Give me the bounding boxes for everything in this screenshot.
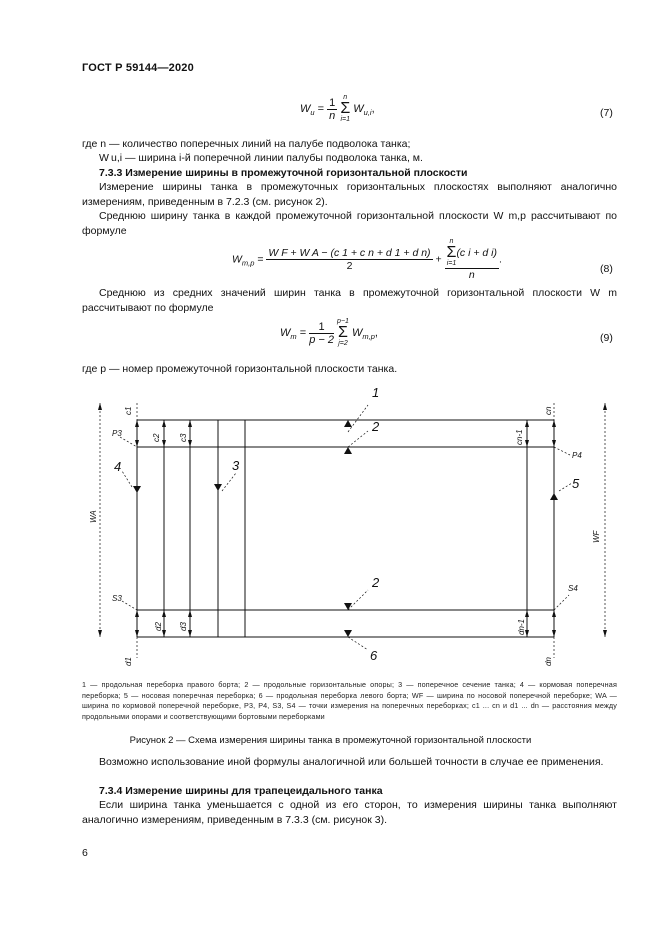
figure-caption: Рисунок 2 — Схема измерения ширины танка в промежуточной горизонтальной плоскости xyxy=(129,735,532,746)
eq7-lhs-sub: u xyxy=(310,107,315,117)
figure-legend: 1 — продольная переборка правого борта; 2 — продольные горизонтальные опоры; 3 — поперечное сечение танка; 4 — кормовая поперечная переборка; 5 — носовая поперечная переборка; 6 — продольная переборка левого борта; WF — ширина по носовой поперечной переборке; WA — ширина по кормовой поперечной переборке, P3, P4, S3, S4 — точки измерения на поперечных переборках; c1 ... cn и d1 ... dn — расстояния между продольными опорами и соответствующими бортовыми переборками xyxy=(82,680,617,721)
eq8-tail: . xyxy=(499,253,502,266)
equation-9 xyxy=(280,318,378,348)
where-w-line: W u,i — ширина i-й поперечной линии палубы подволока танка, м. xyxy=(99,152,423,164)
eq7-frac-den: n xyxy=(329,109,336,122)
eq7-tail: , xyxy=(371,102,375,115)
eq9-number: (9) xyxy=(600,332,613,344)
eq8-sum-top: n xyxy=(449,238,454,245)
label-d2: d2 xyxy=(154,622,163,631)
section-734-para: Если ширина танка уменьшается с одной из его сторон, то измерения ширины танка выполняют аналогично измерениям, приведенным в 7.3.3 (см. рисунок 3). xyxy=(82,799,617,826)
label-2-upper: 2 xyxy=(372,419,380,434)
eq9-sum-bot: j=2 xyxy=(338,340,348,347)
label-c3: c3 xyxy=(179,433,188,442)
where-n-line: где n — количество поперечных линий на палубе подволока танка; xyxy=(82,138,411,150)
eq7-equals: = xyxy=(317,102,325,115)
label-5: 5 xyxy=(572,476,580,491)
eq7-fraction xyxy=(327,97,337,122)
section-734-title: 7.3.4 Измерение ширины для трапецеидального танка xyxy=(99,785,383,797)
label-c2: c2 xyxy=(152,433,161,442)
para-4: Возможно использование иной формулы аналогичной или большей точности в случае ее применения. xyxy=(99,756,604,768)
eq8-plus: + xyxy=(435,253,442,266)
figure-2-diagram xyxy=(82,383,622,673)
eq8-sum-bot: i=1 xyxy=(446,260,457,267)
label-d1: d1 xyxy=(124,657,133,666)
label-4: 4 xyxy=(114,459,122,474)
eq9-lhs: W xyxy=(280,326,291,339)
eq8-number: (8) xyxy=(600,263,613,275)
section-733-title: 7.3.3 Измерение ширины в промежуточной горизонтальной плоскости xyxy=(99,167,468,179)
label-s4: S4 xyxy=(568,584,578,593)
label-p3: P3 xyxy=(112,429,122,438)
eq9-fraction xyxy=(309,321,334,346)
eq9-frac-num: 1 xyxy=(309,321,334,334)
eq7-term-sub: u,i xyxy=(363,107,372,117)
eq8-num2-wrap xyxy=(445,238,499,269)
eq8-fraction-1 xyxy=(266,247,432,272)
where-p-line: где p — номер промежуточной горизонтальной плоскости танка. xyxy=(82,363,398,375)
para-3: Среднюю из средних значений ширин танка в промежуточной горизонтальной плоскости W m рассчитывают по формуле xyxy=(82,287,617,314)
label-1: 1 xyxy=(372,385,380,400)
section-733-para2: Среднюю ширину танка в каждой промежуточной горизонтальной плоскости W m,p рассчитывают по формуле xyxy=(82,210,617,237)
eq9-term-sub: m,p xyxy=(362,331,375,341)
label-3: 3 xyxy=(232,458,240,473)
eq9-lhs-sub: m xyxy=(290,331,297,341)
label-cn: cn xyxy=(544,406,553,415)
eq7-sum-top: n xyxy=(343,94,348,101)
equation-7 xyxy=(300,94,375,124)
label-s3: S3 xyxy=(112,594,122,603)
eq9-equals: = xyxy=(299,326,307,339)
eq7-number: (7) xyxy=(600,107,613,119)
label-c1: c1 xyxy=(124,406,133,415)
eq8-sum: n Σ i=1 xyxy=(446,238,457,267)
eq8-den1: 2 xyxy=(346,260,353,272)
label-6: 6 xyxy=(370,648,378,663)
eq9-tail: , xyxy=(374,326,378,339)
section-733-para1: Измерение ширины танка в промежуточных горизонтальных плоскостях выполняют аналогично измерениям, приведенным в 7.2.3 (см. рисунок 2). xyxy=(82,181,617,208)
eq8-num2: (c i + d i) xyxy=(456,246,497,259)
eq7-sum-bot: i=1 xyxy=(340,116,351,123)
label-p4: P4 xyxy=(572,451,582,460)
eq9-sum: p−1 Σ j=2 xyxy=(337,318,349,347)
eq9-sum-top: p−1 xyxy=(337,318,349,325)
eq7-lhs: W xyxy=(300,102,311,115)
label-2-lower: 2 xyxy=(372,575,380,590)
eq9-frac-den: p − 2 xyxy=(309,333,334,346)
label-cn-1: cn-1 xyxy=(515,429,524,445)
label-dn: dn xyxy=(544,657,553,666)
eq8-num1: W F + W A − (c 1 + c n + d 1 + d n) xyxy=(268,247,431,259)
eq7-frac-num: 1 xyxy=(329,96,336,109)
eq8-lhs-sub: m,p xyxy=(241,258,255,268)
label-wa: WA xyxy=(89,510,98,523)
document-header: ГОСТ Р 59144—2020 xyxy=(82,62,194,74)
eq8-equals: = xyxy=(257,253,264,266)
label-dn-1: dn-1 xyxy=(517,618,526,635)
label-wf: WF xyxy=(592,530,601,543)
eq7-sum: n Σ i=1 xyxy=(340,94,351,123)
page-number: 6 xyxy=(82,847,88,859)
eq8-lhs: W xyxy=(232,253,242,266)
eq8-den2: n xyxy=(468,269,475,281)
eq9-term: W xyxy=(351,326,363,339)
eq8-fraction-2 xyxy=(445,238,499,281)
equation-8 xyxy=(232,238,502,281)
eq7-term: W xyxy=(353,102,364,115)
label-d3: d3 xyxy=(179,622,188,631)
